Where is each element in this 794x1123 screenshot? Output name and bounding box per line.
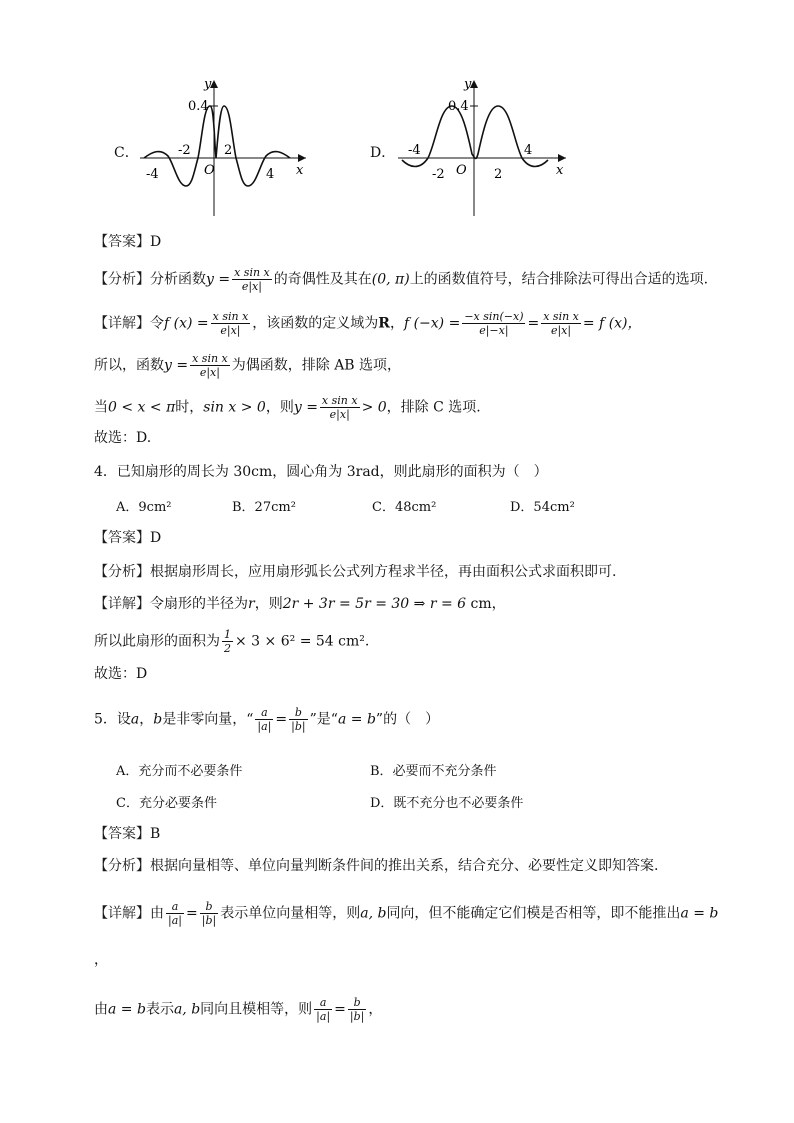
q5-option-b: B．必要而不充分条件 (370, 764, 497, 779)
q5-detail-line1: 【详解】由 $\frac{a}{|a|}$ = $\frac{b}{|b|}$ 表示单位向量相等，则a, b同向，但不能确定它们模是否相等，即不能推出a = b (94, 900, 719, 927)
y-axis-label: y (464, 77, 472, 92)
x-arrow-icon (558, 154, 566, 162)
q4-stem: 4．已知扇形的周长为 30cm，圆心角为 3rad，则此扇形的面积为（ ） (94, 464, 548, 480)
origin-label: O (456, 163, 467, 178)
x-tick-neg2: -2 (178, 143, 191, 158)
q4-option-b: B．27cm² (232, 500, 296, 515)
x-tick-neg4: -4 (146, 167, 159, 182)
q5-stem: 5．设a，b是非零向量，“ $\frac{a}{|a|}$ = $\frac{b}{|b|}$ ”是“a = b”的（ ） (94, 706, 440, 733)
y-axis-label: y (204, 77, 212, 92)
option-c-label: C． (114, 145, 139, 161)
q5-detail-line2: 由a = b表示a, b同向且模相等，则 $\frac{a}{|a|}$ = $\frac{b}{|b|}$ ， (94, 996, 383, 1023)
q4-choose: 故选：D (94, 666, 148, 682)
graph-d (396, 76, 568, 221)
option-d-label: D． (370, 145, 396, 161)
q4-detail-line1: 【详解】令扇形的半径为r，则2r + 3r = 5r = 30 ⇒ r = 6 cm， (94, 596, 506, 612)
q4-detail-line2: 所以此扇形的面积为 $\frac{1}{2}$ × 3 × 6² = 54 cm². (94, 628, 370, 655)
x-tick-4: 4 (266, 167, 275, 182)
y-tick-label: 0.4 (188, 99, 209, 114)
q3-detail-line3: 当0 < x < π时，sin x > 0，则y = $\frac{\text{x sin x}}{e|x|}$ > 0，排除 C 选项. (94, 394, 481, 421)
q5-option-c: C．充分必要条件 (116, 796, 217, 811)
x-tick-4: 4 (524, 143, 533, 158)
q3-detail-line1: 【详解】令f (x) = $\frac{\text{x sin x}}{e|x|}$ ，该函数的定义域为R，f (−x) = $\frac{\text{−x sin(−x)}}{e|-x|}$ = $\frac{\text{x sin x}}{e|x|}$ = f (x)， (94, 310, 642, 337)
x-axis-label: x (296, 163, 304, 178)
x-tick-2: 2 (224, 143, 233, 158)
x-axis-label: x (556, 163, 564, 178)
y-tick-label: 0.4 (448, 99, 469, 114)
x-tick-neg4: -4 (408, 143, 421, 158)
q5-detail-cont: ， (94, 952, 108, 968)
q5-answer: 【答案】B (94, 826, 161, 842)
x-arrow-icon (298, 154, 306, 162)
x-tick-2: 2 (494, 167, 503, 182)
q5-analysis: 【分析】根据向量相等、单位向量判断条件间的推出关系，结合充分、必要性定义即知答案. (94, 858, 659, 874)
fraction: $\frac{\text{x sin x}}{e|x|}$ (234, 266, 270, 293)
q3-detail-line2: 所以，函数y = $\frac{\text{x sin x}}{e|x|}$ 为偶函数，排除 AB 选项， (94, 352, 402, 379)
q3-analysis: 【分析】分析函数y = $\frac{\text{x sin x}}{e|x|}$ 的奇偶性及其在(0, π)上的函数值符号，结合排除法可得出合适的选项. (94, 266, 709, 293)
q4-answer: 【答案】D (94, 530, 162, 546)
q5-option-a: A．充分而不必要条件 (116, 764, 243, 779)
q3-answer: 【答案】D (94, 234, 162, 250)
q4-option-a: A．9cm² (116, 500, 172, 515)
x-tick-neg2: -2 (432, 167, 445, 182)
q4-option-c: C．48cm² (372, 500, 437, 515)
origin-label: O (204, 163, 215, 178)
graph-c (138, 76, 308, 221)
q5-option-d: D．既不充分也不必要条件 (370, 796, 524, 811)
q3-choose: 故选：D. (94, 430, 152, 446)
q4-analysis: 【分析】根据扇形周长，应用扇形弧长公式列方程求半径，再由面积公式求面积即可. (94, 564, 617, 580)
q4-option-d: D．54cm² (510, 500, 575, 515)
